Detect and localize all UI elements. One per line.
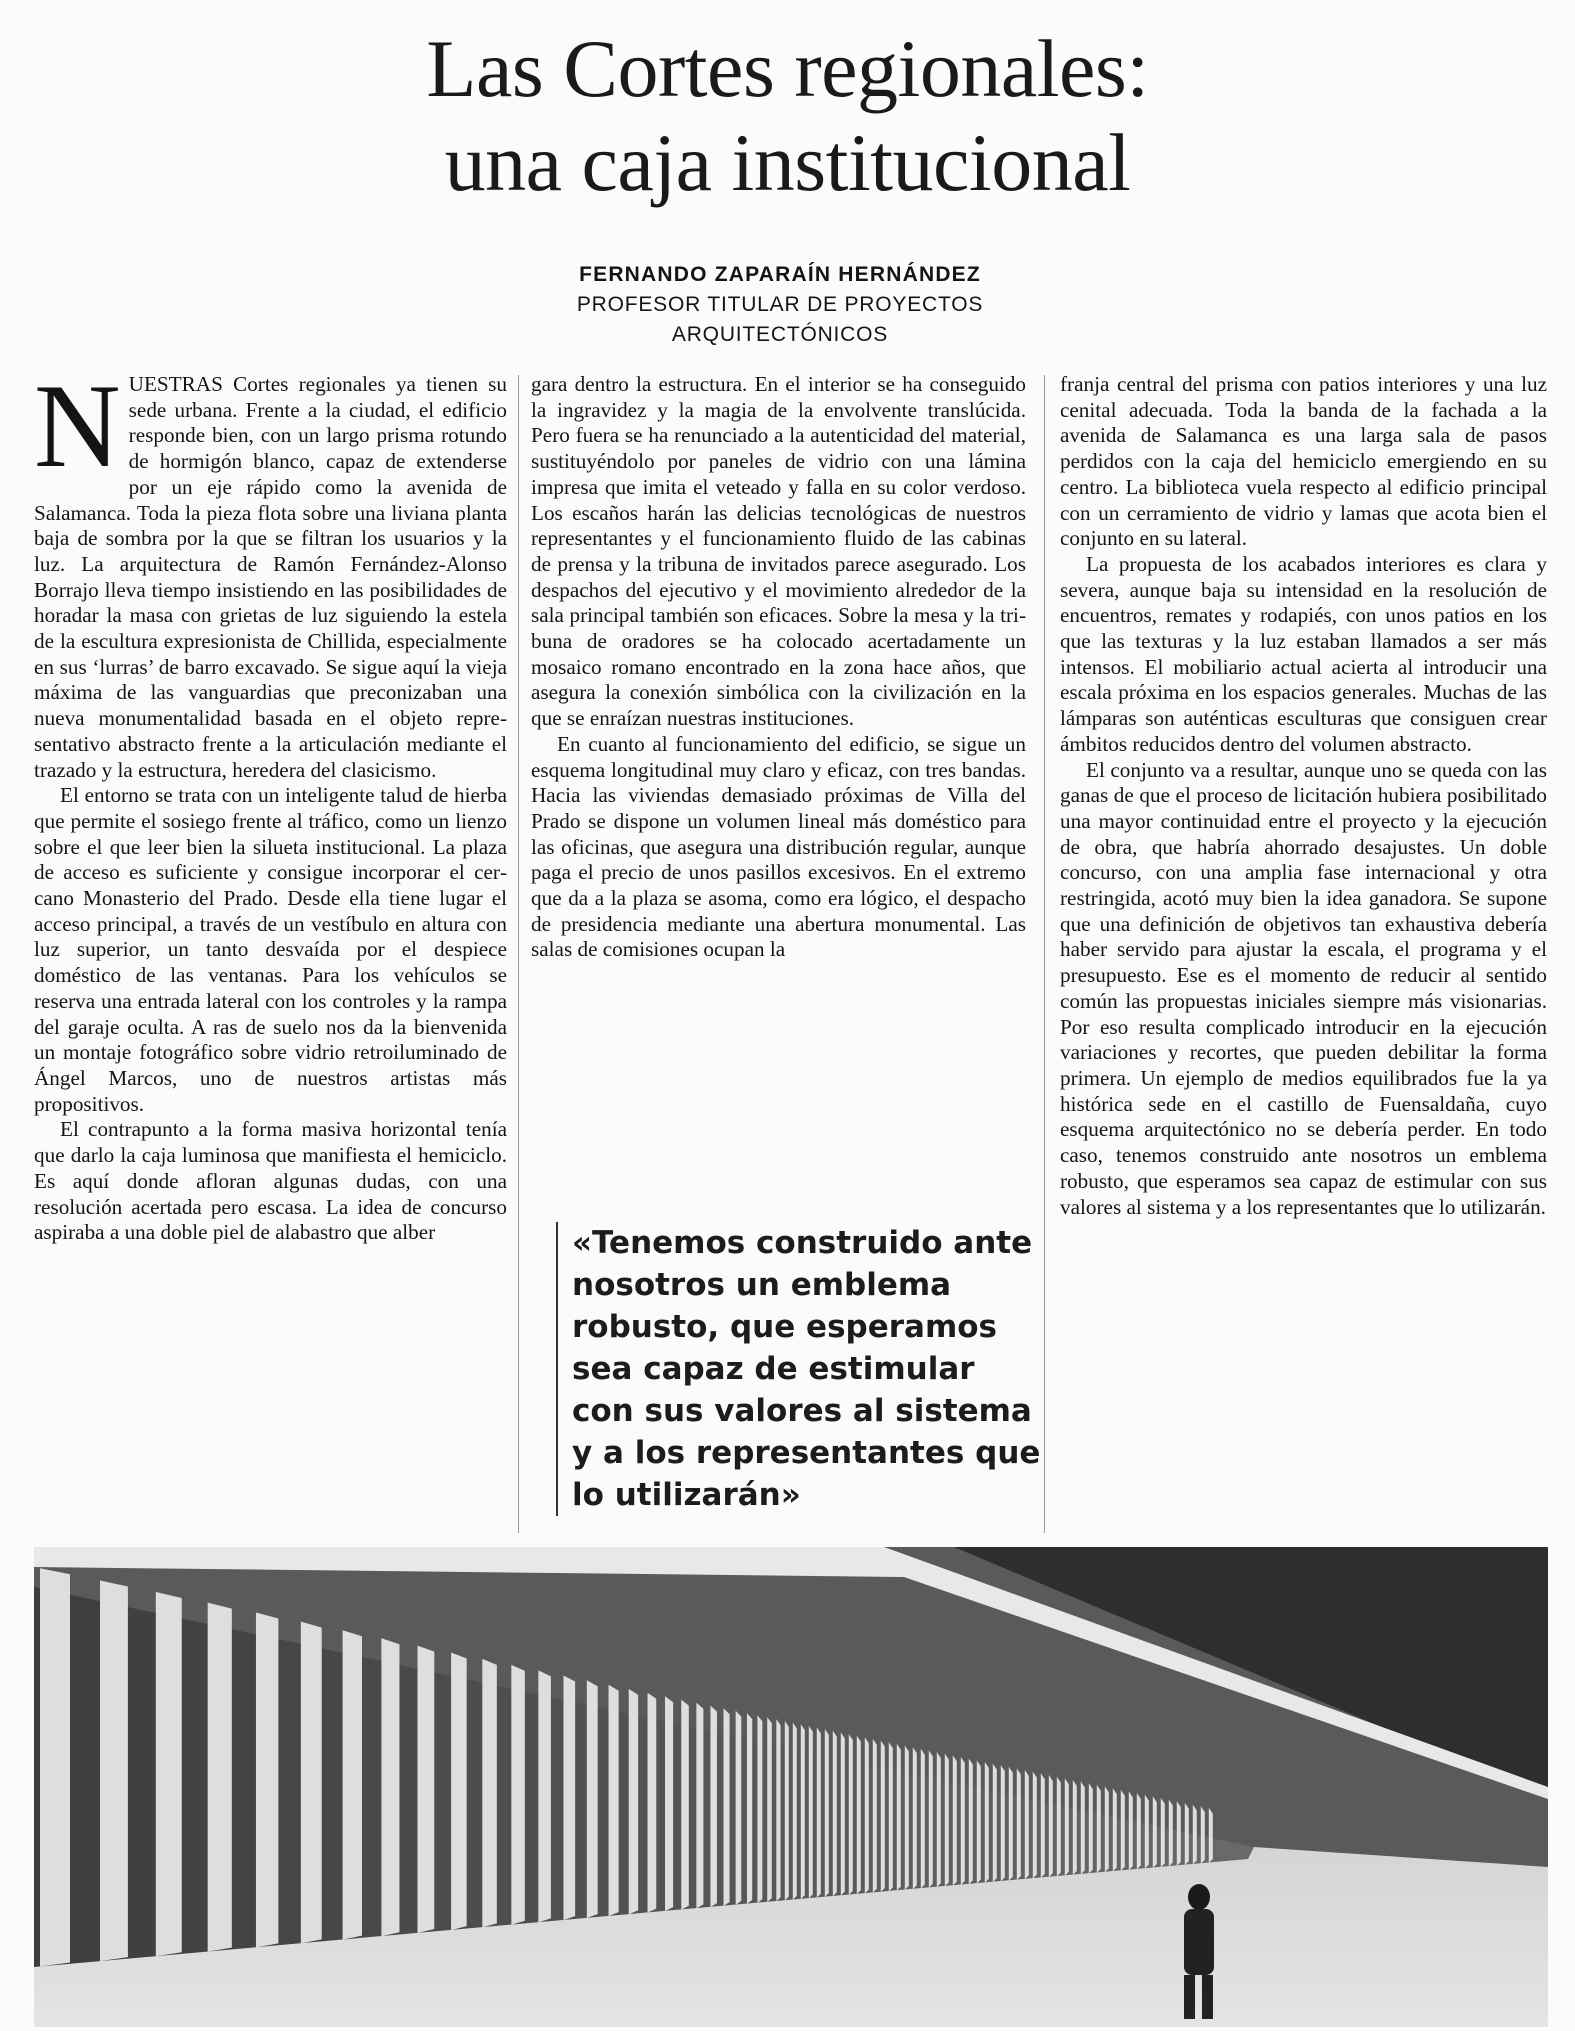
facade-fin (1089, 1783, 1093, 1873)
facade-fin (648, 1693, 657, 1913)
facade-fin (993, 1763, 997, 1882)
facade-fin (1097, 1785, 1101, 1873)
facade-fin (343, 1630, 362, 1939)
facade-fin (301, 1622, 322, 1944)
facade-fin (681, 1700, 689, 1910)
facade-fin (156, 1592, 182, 1956)
facade-fin (538, 1670, 551, 1922)
facade-fin (511, 1665, 525, 1925)
facade-fin (873, 1739, 877, 1893)
facade-fin (865, 1737, 869, 1893)
author-role: PROFESOR TITULAR DE PROYECTOS ARQUITECTÓNICOS (576, 293, 984, 346)
article-paragraph: gara dentro la estructura. En el interior se ha conseguido la ingravidez y la magia de la envolvente translúcida. Pero fuera se ha renunciado a la autenticidad del material, sustituyéndolo por paneles de vidrio con una lámina impresa que imita el veteado y falla en su color verdoso. Los escaños harán las delicias tecnológicas de nuestros representantes y el funcionamiento fluido de las cabinas de prensa y la tribuna de invitados parece asegurado. Los despachos del ejecutivo y el movimiento alrededor de la sala principal también son eficaces. Sobre la mesa y la tribuna de oradores se ha colocado acertadamente un mosaico romano encontrado en la zona hace años, que asegura la conexión simbólica con la civilización en la que se enraízan nuestras instituciones. (531, 372, 1026, 731)
facade-fin (1161, 1798, 1165, 1867)
facade-fin (1209, 1808, 1213, 1863)
facade-fin (817, 1727, 821, 1897)
facade-fin (587, 1680, 598, 1918)
headline-line-2: una caja institucional (444, 117, 1131, 208)
facade-fin (767, 1717, 772, 1902)
facade-fin (482, 1659, 497, 1927)
facade-fin (418, 1646, 435, 1933)
facade-fin (889, 1742, 893, 1891)
facade-fin (961, 1757, 965, 1885)
facade-fin (1009, 1767, 1013, 1881)
facade-fin (833, 1731, 837, 1897)
facade-fin (1113, 1788, 1117, 1871)
facade-fin (801, 1724, 805, 1899)
facade-fin (785, 1721, 789, 1901)
facade-fin (1121, 1790, 1125, 1871)
facade-fin (747, 1713, 752, 1904)
facade-fin (723, 1708, 729, 1906)
facade-fin (937, 1752, 941, 1887)
facade-fin (451, 1652, 467, 1930)
article-paragraph: El entorno se trata con un inteligente talud de hierba que permite el sosiego frente al tráfico, como un lienzo sobre el que leer bien la silueta institucional. La plaza de acceso es suficiente y consigue incorporar el cercano Monasterio del Prado. Desde ella tiene lugar el acceso principal, a través de un vestíbulo en altura con luz superior, un tanto desvaída por el despiece doméstico de las ventanas. Para los vehículos se reserva una entrada lateral con los controles y la rampa del garaje oculta. A ras de suelo nos da la bienvenida un montaje fotográfico sobre vidrio retroiluminado de Ángel Marcos, uno de nuestros artistas más propositivos. (34, 783, 507, 1116)
facade-fin (696, 1703, 703, 1909)
facade-fin (629, 1689, 638, 1914)
facade-fin (1145, 1795, 1149, 1869)
author-name: FERNANDO ZAPARAÍN HERNÁNDEZ (579, 263, 981, 286)
article-paragraph: En cuanto al funcionamiento del edificio, se sigue un esquema longitudinal muy claro y eficaz, con tres bandas. Hacia las viviendas demasiado próximas de Villa del Prado se dispone un volumen lineal más doméstico para las oficinas, que asegura una distribución regular, aunque paga el precio de unos pasillos excesivos. En el extremo que da a la plaza se asoma, como era lógico, el despacho de presidencia mediante una abertura monumental. Las salas de comisiones ocupan la (531, 731, 1026, 962)
facade-fin (929, 1750, 933, 1887)
facade-fin (1057, 1777, 1061, 1877)
facade-fin (757, 1715, 762, 1903)
article-paragraph: La propuesta de los acabados interiores es clara y severa, aunque baja su intensidad en la resolución de encuentros, remates y rodapiés, con unos patios en los que las texturas y la luz estaban llamados a ser más intensos. El mobiliario actual acierta al introducir una escala próxima en los espacios generales. Muchas de las lámparas son auténticas esculturas que consiguen crear ámbitos reducidos dentro del volumen abstracto. (1060, 551, 1547, 756)
facade-fin (609, 1685, 619, 1916)
paragraph-text: UESTRAS Cortes regionales ya tienen su sede urbana. Frente a la ciudad, el edificio responde bien, con un largo prisma rotundo de hormigón blanco, capaz de extenderse por un eje rápido como la avenida de Salamanca. Toda la pieza flota sobre una liviana planta baja de sombra por la que se filtran los usuarios y la luz. La arquitectura de Ramón Fernández-Alonso Borrajo lleva tiempo insistiendo en las posibilidades de horadar la masa con grietas de luz siguiendo la estela de la escultura expresionista de Chillida, especialmente en sus ‘lurras’ de barro excavado. Se sigue aquí la vieja máxima de las vanguardias que preconizaban una nueva monumentalidad basada en el objeto representativo abstracto frente a la articulación mediante el trazado y la estructura, heredera del clasicismo. (34, 372, 507, 782)
facade-fin (1065, 1778, 1069, 1876)
facade-fin (40, 1568, 70, 1966)
facade-fin (381, 1638, 399, 1936)
facade-fin (913, 1747, 917, 1889)
article-paragraph: El conjunto va a resultar, aunque uno se queda con las ganas de que el proceso de licitación hubiera posibilitado una mayor continuidad entre el proyecto y la ejecución de obra, que habría ahorrado desajustes. Un doble concurso, con una amplia fase internacional y otra restringida, acotó muy bien la idea ganadora. Se supone que una definición de objetivos tan exhaustiva debería haber servido para ajustar la escala, el programa y el presupuesto. Ese es el momento de reducir al sentido común las propuestas iniciales siempre más visionarias. Por eso resulta complicado introducir en la ejecución variaciones y recortes, que pueden debilitar la forma primera. Un ejemplo de medios equilibrados fue la ya histórica sede en el castillo de Fuensaldaña, cuyo esquema arquitectónico no se debería perder. En todo caso, tenemos construido ante nosotros un emblema robusto, que esperamos sea capaz de estimular con sus valores al sistema y a los representantes que lo utilizarán. (1060, 757, 1547, 1219)
facade-fin (1049, 1775, 1053, 1877)
pull-quote: «Tenemos construido ante nosotros un emblema robusto, que esperamos sea capaz de estimular con sus valores al sistema y a los representantes que lo utilizarán» (556, 1222, 1042, 1516)
facade-fin (953, 1755, 957, 1885)
facade-fin (1193, 1804, 1197, 1864)
facade-fin (1129, 1791, 1133, 1870)
article-column-2 (531, 372, 1026, 963)
facade-fin (1169, 1800, 1173, 1867)
byline (470, 260, 1090, 350)
facade-fin (985, 1762, 989, 1883)
column-rule (518, 375, 519, 1533)
facade-fin (776, 1719, 780, 1901)
facade-fin (1017, 1768, 1021, 1880)
facade-fin (1033, 1772, 1037, 1879)
article-paragraph: El contrapunto a la forma masiva horizontal tenía que darlo la caja luminosa que manifiesta el hemiciclo. Es aquí donde afloran algunas dudas, con una resolución acertada pero escasa. La idea de concurso aspiraba a una doble piel de alabastro que alber (34, 1117, 507, 1245)
facade-fin (809, 1726, 813, 1899)
facade-fin (563, 1675, 575, 1920)
facade-fin (977, 1760, 981, 1883)
facade-fin (1201, 1806, 1205, 1864)
facade-fin (881, 1741, 885, 1893)
facade-fin (1137, 1793, 1141, 1869)
facade-fin (1153, 1796, 1157, 1868)
facade-fin (256, 1612, 278, 1947)
headline-line-1: Las Cortes regionales: (426, 23, 1149, 114)
article-headline (0, 22, 1575, 210)
column-rule (1044, 375, 1045, 1533)
facade-fin (1105, 1786, 1109, 1872)
facade-fin (100, 1581, 128, 1962)
facade-fin (905, 1745, 909, 1889)
facade-fin (849, 1734, 853, 1895)
facade-fin (710, 1706, 717, 1908)
facade-fin (1177, 1801, 1181, 1866)
facade-fin (1041, 1773, 1045, 1878)
facade-fin (1001, 1765, 1005, 1881)
facade-fin (921, 1749, 925, 1889)
facade-fin (1081, 1782, 1085, 1875)
facade-fin (793, 1722, 797, 1899)
facade-fin (736, 1711, 742, 1905)
facade-fin (665, 1696, 673, 1911)
facade-fin (969, 1759, 973, 1885)
facade-fin (897, 1744, 901, 1891)
facade-fin (825, 1729, 829, 1897)
facade-fin (1025, 1770, 1029, 1879)
article-column-3 (1060, 372, 1547, 1220)
drop-cap: N (34, 359, 121, 492)
facade-fin (945, 1754, 949, 1887)
article-column-1 (34, 359, 507, 1246)
article-paragraph (34, 359, 507, 783)
building-facade-photo (34, 1547, 1548, 2027)
facade-fin (857, 1736, 861, 1895)
facade-fin (208, 1603, 232, 1952)
article-paragraph: franja central del prisma con patios interiores y una luz cenital adecuada. Toda la banda de la fachada a la avenida de Salamanca es una larga sala de pasos perdidos con la caja del hemiciclo emergiendo en su centro. La biblioteca vuela respecto al edificio principal con un cerramiento de vidrio y lamas que acota bien el conjunto en su lateral. (1060, 372, 1547, 551)
facade-fin (841, 1732, 845, 1895)
facade-fin (1185, 1803, 1189, 1865)
facade-fin (1073, 1780, 1077, 1875)
